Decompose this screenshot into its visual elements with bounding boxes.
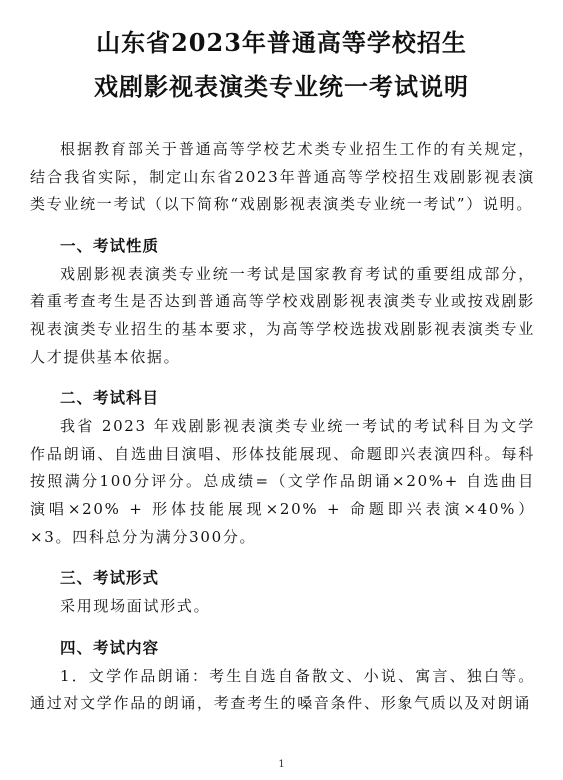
document-title-line2: 戏剧影视表演类专业统一考试说明: [94, 72, 469, 101]
section-heading-subjects: 二、考试科目: [60, 389, 160, 408]
section-paragraph: 戏剧影视表演类专业统一考试是国家教育考试的重要组成部分，着重考查考生是否达到普通高等学校戏剧影视表演类专业或按戏剧影视表演类专业招生的基本要求，为高等学校选拔戏剧影视表演类专业人才提供基本依据。: [30, 264, 535, 366]
section-heading-content: 四、考试内容: [60, 638, 160, 657]
section-paragraph: 采用现场面试形式。: [60, 597, 211, 616]
document-body: [30, 136, 535, 718]
document-title-line1: 山东省2023年普通高等学校招生: [96, 28, 467, 57]
section-heading-format: 三、考试形式: [60, 569, 160, 588]
page-number: 1: [278, 759, 285, 770]
section-paragraph: 我省 2023 年戏剧影视表演类专业统一考试的考试科目为文学作品朗诵、自选曲目演唱、形体技能展现、命题即兴表演四科。每科按照满分100分评分。总成绩=（文学作品朗诵×20%+ 自选曲目演唱×20% + 形体技能展现×20% + 命题即兴表演×40%）×3。四科总分为满分300分。: [30, 417, 535, 546]
section-paragraph: 1．文学作品朗诵：考生自选自备散文、小说、寓言、独白等。通过对文学作品的朗诵，考查考生的嗓音条件、形象气质以及对朗诵: [30, 666, 535, 713]
intro-paragraph: 根据教育部关于普通高等学校艺术类专业招生工作的有关规定，结合我省实际，制定山东省2023年普通高等学校招生戏剧影视表演类专业统一考试（以下简称“戏剧影视表演类专业统一考试”）说明。: [30, 140, 535, 214]
section-heading-nature: 一、考试性质: [60, 236, 160, 255]
